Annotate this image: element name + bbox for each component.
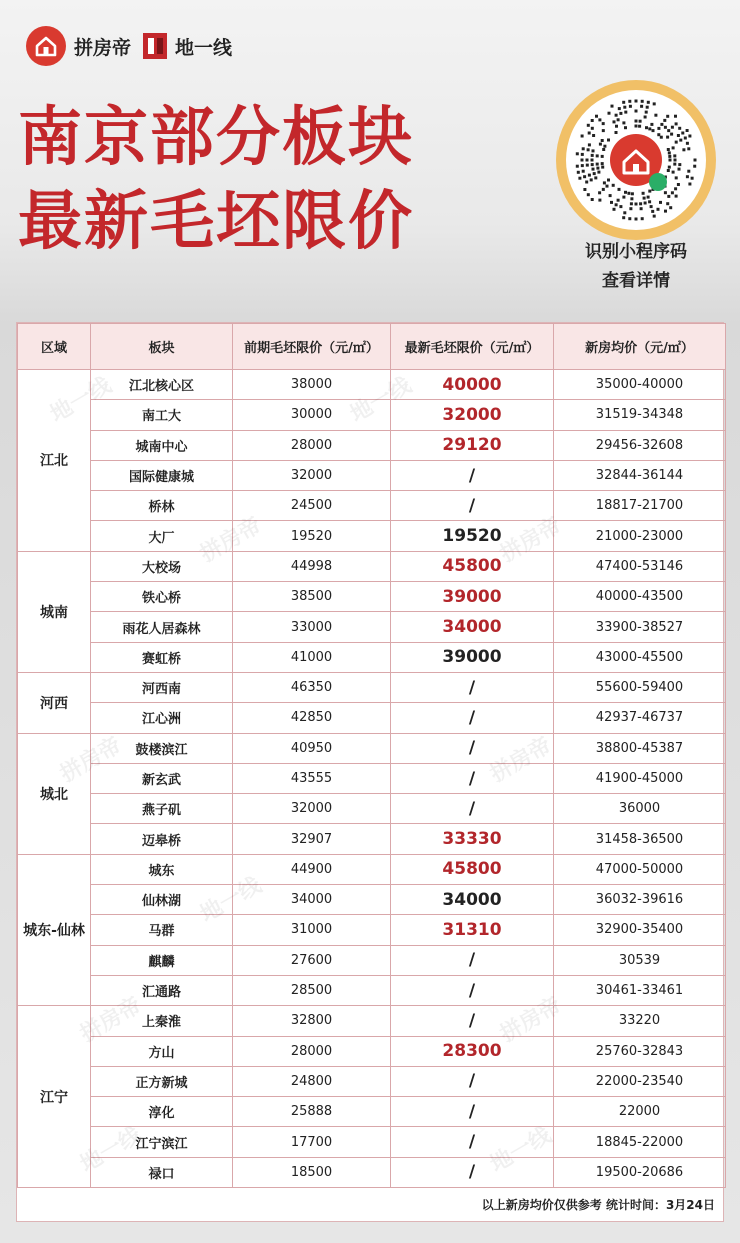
prev-price-cell: 19520 — [233, 521, 391, 551]
watermark: 拼房帝 — [76, 992, 146, 1048]
latest-price-cell: / — [391, 460, 554, 490]
table-row — [18, 1157, 726, 1187]
latest-price-cell: 34000 — [391, 612, 554, 642]
table-row — [18, 370, 726, 400]
latest-price-cell: / — [391, 1157, 554, 1187]
prev-price-cell: 17700 — [233, 1127, 391, 1157]
table-row — [18, 491, 726, 521]
watermark: 地一线 — [76, 1122, 146, 1178]
latest-price-cell: 40000 — [391, 370, 554, 400]
page-title — [18, 96, 414, 264]
area-cell: 禄口 — [91, 1157, 233, 1187]
region-cell: 江宁 — [18, 1006, 91, 1188]
latest-price-cell: 39000 — [391, 642, 554, 672]
prev-price-cell: 34000 — [233, 885, 391, 915]
table-row — [18, 945, 726, 975]
watermark: 地一线 — [346, 372, 416, 428]
mini-program-qr-code[interactable] — [556, 80, 716, 240]
area-cell: 淳化 — [91, 1097, 233, 1127]
table-row — [18, 885, 726, 915]
table-header-row — [18, 324, 726, 370]
prev-price-cell: 40950 — [233, 733, 391, 763]
qr-caption-line-1: 识别小程序码 — [585, 242, 687, 262]
avg-price-cell: 22000 — [554, 1097, 726, 1127]
latest-price-cell: / — [391, 1097, 554, 1127]
table-row — [18, 854, 726, 884]
latest-price-cell: / — [391, 1127, 554, 1157]
title-line-1: 南京部分板块 — [18, 101, 414, 175]
header-area: 板块 — [91, 324, 233, 370]
qr-code-icon — [566, 90, 706, 230]
prev-price-cell: 38000 — [233, 370, 391, 400]
footnote: 以上新房均价仅供参考 统计时间：3月24日 — [481, 1198, 715, 1212]
watermark: 拼房帝 — [56, 732, 126, 788]
latest-price-cell: 19520 — [391, 521, 554, 551]
table-row — [18, 1097, 726, 1127]
table-row — [18, 794, 726, 824]
header-avg-price: 新房均价（元/㎡） — [554, 324, 726, 370]
avg-price-cell: 22000-23540 — [554, 1066, 726, 1096]
avg-price-cell: 47000-50000 — [554, 854, 726, 884]
area-cell: 迈皋桥 — [91, 824, 233, 854]
area-cell: 河西南 — [91, 672, 233, 702]
watermark: 拼房帝 — [496, 512, 566, 568]
table-row — [18, 612, 726, 642]
table-body — [18, 370, 726, 1188]
area-cell: 雨花人居森林 — [91, 612, 233, 642]
area-cell: 国际健康城 — [91, 460, 233, 490]
area-cell: 上秦淮 — [91, 1006, 233, 1036]
latest-price-cell: 33330 — [391, 824, 554, 854]
avg-price-cell: 36000 — [554, 794, 726, 824]
prev-price-cell: 33000 — [233, 612, 391, 642]
table-row — [18, 975, 726, 1005]
area-cell: 铁心桥 — [91, 582, 233, 612]
avg-price-cell: 35000-40000 — [554, 370, 726, 400]
prev-price-cell: 42850 — [233, 703, 391, 733]
region-cell: 江北 — [18, 370, 91, 552]
watermark: 拼房帝 — [196, 512, 266, 568]
prev-price-cell: 30000 — [233, 400, 391, 430]
region-cell: 河西 — [18, 672, 91, 733]
avg-price-cell: 42937-46737 — [554, 703, 726, 733]
title-line-2: 最新毛坯限价 — [18, 185, 414, 259]
avg-price-cell: 18817-21700 — [554, 491, 726, 521]
area-cell: 燕子矶 — [91, 794, 233, 824]
region-cell: 城南 — [18, 551, 91, 672]
table-row — [18, 733, 726, 763]
header-prev-price: 前期毛坯限价（元/㎡） — [233, 324, 391, 370]
prev-price-cell: 24800 — [233, 1066, 391, 1096]
price-table-container — [16, 322, 724, 1222]
prev-price-cell: 27600 — [233, 945, 391, 975]
brand-bar — [26, 24, 232, 68]
latest-price-cell: 45800 — [391, 854, 554, 884]
latest-price-cell: / — [391, 491, 554, 521]
table-row — [18, 672, 726, 702]
latest-price-cell: 31310 — [391, 915, 554, 945]
area-cell: 鼓楼滨江 — [91, 733, 233, 763]
prev-price-cell: 24500 — [233, 491, 391, 521]
area-cell: 江心洲 — [91, 703, 233, 733]
avg-price-cell: 21000-23000 — [554, 521, 726, 551]
table-row — [18, 521, 726, 551]
prev-price-cell: 31000 — [233, 915, 391, 945]
avg-price-cell: 31458-36500 — [554, 824, 726, 854]
avg-price-cell: 33220 — [554, 1006, 726, 1036]
area-cell: 江宁滨江 — [91, 1127, 233, 1157]
latest-price-cell: / — [391, 703, 554, 733]
area-cell: 方山 — [91, 1036, 233, 1066]
prev-price-cell: 28000 — [233, 1036, 391, 1066]
area-cell: 新玄武 — [91, 763, 233, 793]
latest-price-cell: 39000 — [391, 582, 554, 612]
region-cell: 城北 — [18, 733, 91, 854]
avg-price-cell: 38800-45387 — [554, 733, 726, 763]
latest-price-cell: 29120 — [391, 430, 554, 460]
table-row — [18, 1127, 726, 1157]
prev-price-cell: 41000 — [233, 642, 391, 672]
house-logo-icon — [26, 26, 66, 66]
area-cell: 仙林湖 — [91, 885, 233, 915]
area-cell: 马群 — [91, 915, 233, 945]
prev-price-cell: 18500 — [233, 1157, 391, 1187]
avg-price-cell: 55600-59400 — [554, 672, 726, 702]
avg-price-cell: 19500-20686 — [554, 1157, 726, 1187]
latest-price-cell: / — [391, 672, 554, 702]
prev-price-cell: 25888 — [233, 1097, 391, 1127]
prev-price-cell: 38500 — [233, 582, 391, 612]
prev-price-cell: 28000 — [233, 430, 391, 460]
latest-price-cell: 32000 — [391, 400, 554, 430]
table-row — [18, 915, 726, 945]
table-row — [18, 1066, 726, 1096]
avg-price-cell: 36032-39616 — [554, 885, 726, 915]
table-row — [18, 551, 726, 581]
area-cell: 城南中心 — [91, 430, 233, 460]
latest-price-cell: / — [391, 763, 554, 793]
table-row — [18, 1036, 726, 1066]
avg-price-cell: 31519-34348 — [554, 400, 726, 430]
header-region: 区域 — [18, 324, 91, 370]
qr-caption-line-2: 查看详情 — [602, 271, 670, 291]
avg-price-cell: 41900-45000 — [554, 763, 726, 793]
brand-diyixian-label: 地一线 — [175, 36, 233, 59]
area-cell: 汇通路 — [91, 975, 233, 1005]
latest-price-cell: / — [391, 975, 554, 1005]
latest-price-cell: / — [391, 733, 554, 763]
region-cell: 城东-仙林 — [18, 854, 91, 1005]
prev-price-cell: 32800 — [233, 1006, 391, 1036]
table-row — [18, 582, 726, 612]
table-row — [18, 1006, 726, 1036]
area-cell: 南工大 — [91, 400, 233, 430]
table-row — [18, 824, 726, 854]
latest-price-cell: / — [391, 1066, 554, 1096]
area-cell: 桥林 — [91, 491, 233, 521]
avg-price-cell: 47400-53146 — [554, 551, 726, 581]
watermark: 地一线 — [46, 372, 116, 428]
prev-price-cell: 32000 — [233, 794, 391, 824]
latest-price-cell: 34000 — [391, 885, 554, 915]
avg-price-cell: 32900-35400 — [554, 915, 726, 945]
latest-price-cell: 45800 — [391, 551, 554, 581]
brand-pinfangdi-label: 拼房帝 — [74, 36, 132, 59]
header-latest-price: 最新毛坯限价（元/㎡） — [391, 324, 554, 370]
area-cell: 城东 — [91, 854, 233, 884]
table-row — [18, 642, 726, 672]
latest-price-cell: / — [391, 945, 554, 975]
qr-caption — [548, 238, 724, 296]
prev-price-cell: 44998 — [233, 551, 391, 581]
avg-price-cell: 29456-32608 — [554, 430, 726, 460]
prev-price-cell: 46350 — [233, 672, 391, 702]
prev-price-cell: 28500 — [233, 975, 391, 1005]
area-cell: 大厂 — [91, 521, 233, 551]
prev-price-cell: 43555 — [233, 763, 391, 793]
latest-price-cell: / — [391, 1006, 554, 1036]
table-row — [18, 430, 726, 460]
avg-price-cell: 40000-43500 — [554, 582, 726, 612]
avg-price-cell: 33900-38527 — [554, 612, 726, 642]
avg-price-cell: 43000-45500 — [554, 642, 726, 672]
diyixian-logo-icon — [143, 33, 167, 59]
latest-price-cell: 28300 — [391, 1036, 554, 1066]
watermark: 地一线 — [486, 1122, 556, 1178]
avg-price-cell: 32844-36144 — [554, 460, 726, 490]
prev-price-cell: 44900 — [233, 854, 391, 884]
watermark: 地一线 — [196, 872, 266, 928]
avg-price-cell: 18845-22000 — [554, 1127, 726, 1157]
table-row — [18, 703, 726, 733]
prev-price-cell: 32907 — [233, 824, 391, 854]
avg-price-cell: 30461-33461 — [554, 975, 726, 1005]
avg-price-cell: 30539 — [554, 945, 726, 975]
brand-pinfangdi — [26, 26, 131, 66]
table-row — [18, 400, 726, 430]
prev-price-cell: 32000 — [233, 460, 391, 490]
brand-diyixian — [143, 33, 232, 60]
area-cell: 正方新城 — [91, 1066, 233, 1096]
latest-price-cell: / — [391, 794, 554, 824]
price-table — [17, 323, 726, 1188]
watermark: 拼房帝 — [486, 732, 556, 788]
watermark: 拼房帝 — [496, 992, 566, 1048]
table-row — [18, 460, 726, 490]
avg-price-cell: 25760-32843 — [554, 1036, 726, 1066]
area-cell: 大校场 — [91, 551, 233, 581]
area-cell: 赛虹桥 — [91, 642, 233, 672]
area-cell: 江北核心区 — [91, 370, 233, 400]
table-row — [18, 763, 726, 793]
area-cell: 麒麟 — [91, 945, 233, 975]
